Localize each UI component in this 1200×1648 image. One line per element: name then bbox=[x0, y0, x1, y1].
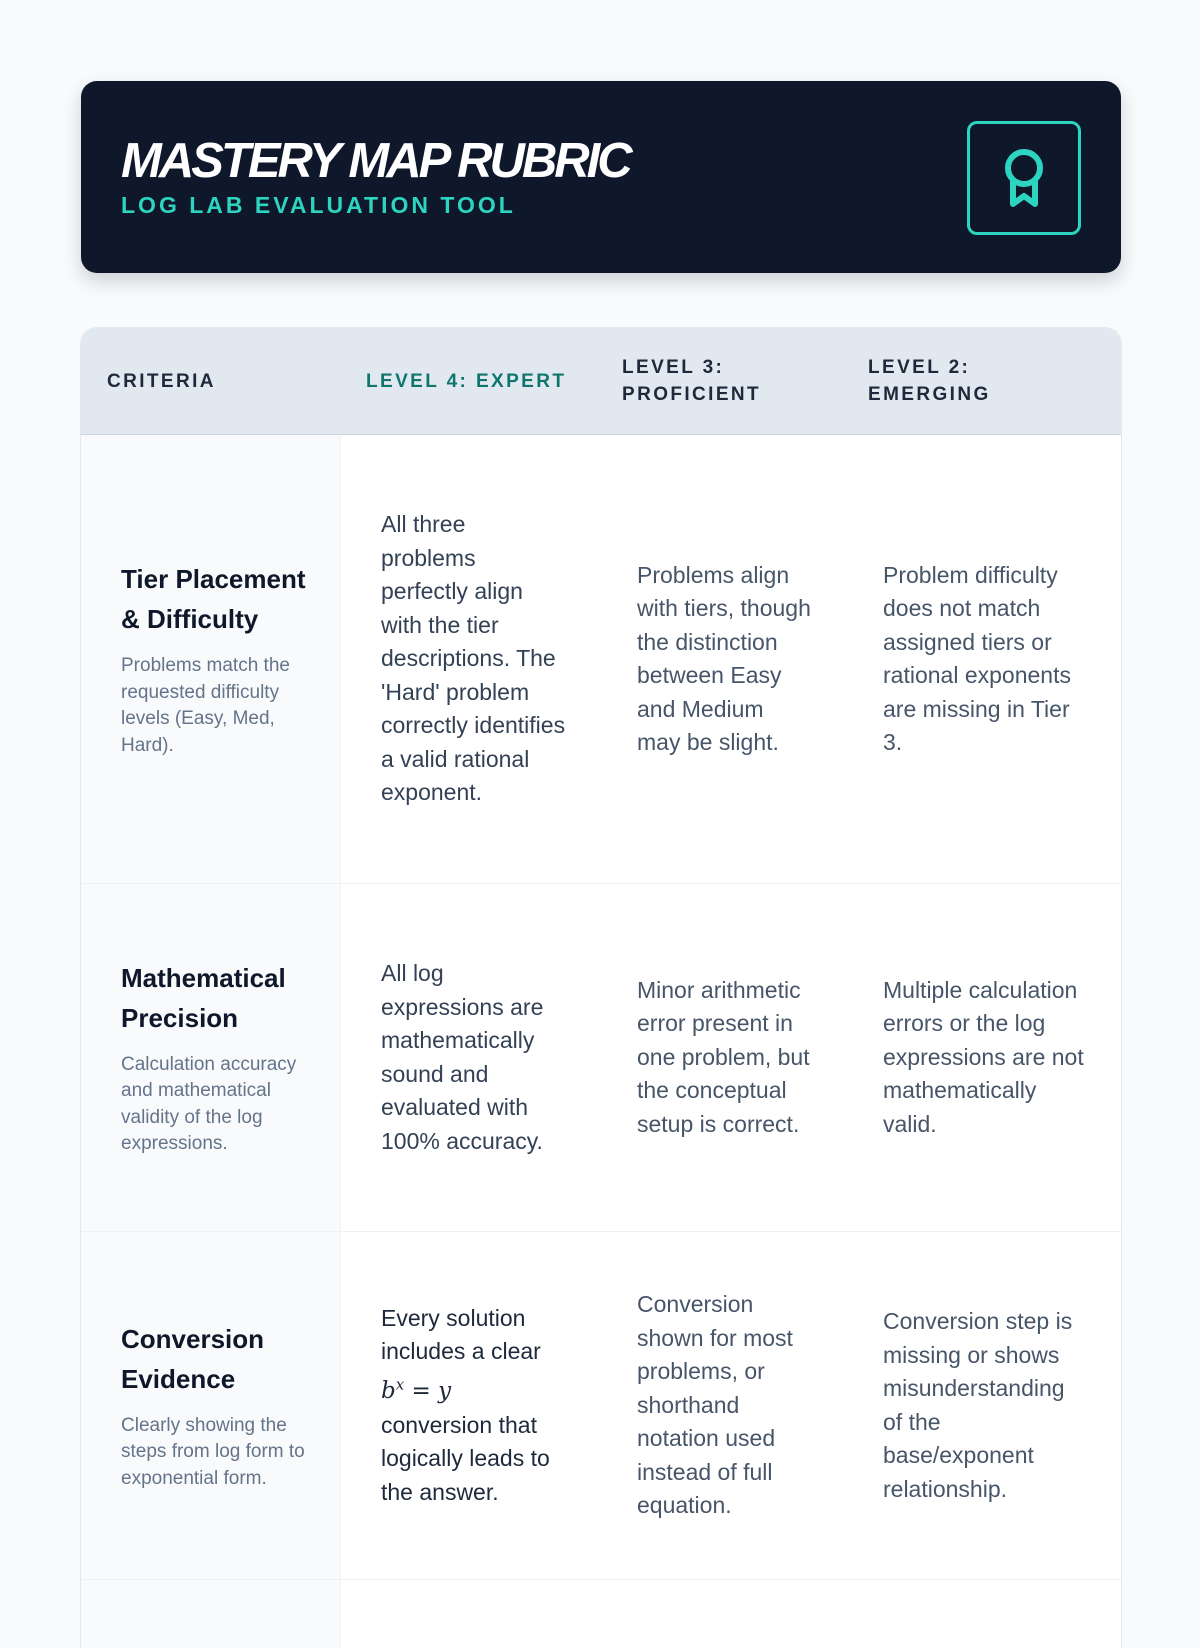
conversion-formula: $b^x = y$ bbox=[381, 1375, 452, 1405]
expert-description: All log expressions are mathematically sound and evaluated with 100% accuracy. bbox=[381, 960, 544, 1154]
proficient-cell bbox=[637, 1232, 812, 1579]
rubric-header bbox=[81, 81, 1121, 273]
criterion-name: Tier Placement & Difficulty bbox=[121, 564, 306, 634]
emerging-description: Conversion step is missing or shows misunderstanding of the base/exponent relationship. bbox=[883, 1308, 1073, 1502]
proficient-cell bbox=[637, 884, 812, 1231]
expert-text-before: Every solution includes a clear bbox=[381, 1304, 541, 1365]
emerging-cell bbox=[883, 435, 1088, 883]
award-ribbon-icon bbox=[997, 146, 1051, 210]
criterion-description: Problems match the requested difficulty levels (Easy, Med, Hard). bbox=[121, 655, 290, 756]
expert-cell bbox=[381, 1232, 566, 1579]
proficient-description: Problems align with tiers, though the distinction between Easy and Medium may be slight. bbox=[637, 561, 811, 755]
rubric-table bbox=[81, 328, 1121, 1648]
proficient-description: Conversion shown for most problems, or shorthand notation used instead of full equation. bbox=[637, 1291, 793, 1519]
proficient-description: Minor arithmetic error present in one problem, but the conceptual setup is correct. bbox=[637, 976, 810, 1137]
column-header-level-4-expert: LEVEL 4: EXPERT bbox=[366, 370, 567, 392]
criterion-name: Conversion Evidence bbox=[121, 1323, 265, 1394]
expert-text-after: conversion that logically leads to the answer. bbox=[381, 1411, 550, 1505]
emerging-cell bbox=[883, 1232, 1088, 1579]
table-row bbox=[121, 435, 340, 883]
criterion-cell bbox=[121, 1319, 311, 1493]
table-row bbox=[121, 1232, 340, 1579]
column-header-level-3-proficient: LEVEL 3: PROFICIENT bbox=[622, 357, 762, 405]
emerging-cell bbox=[883, 884, 1088, 1231]
page-subtitle: LOG LAB EVALUATION TOOL bbox=[121, 192, 516, 218]
criterion-cell bbox=[121, 559, 311, 759]
criterion-description: Calculation accuracy and mathematical validity of the log expressions. bbox=[121, 1053, 297, 1154]
expert-description bbox=[381, 1302, 566, 1510]
row-divider bbox=[81, 1579, 1121, 1580]
award-badge bbox=[967, 121, 1081, 235]
proficient-cell bbox=[637, 435, 812, 883]
criterion-name: Mathematical Precision bbox=[121, 962, 286, 1033]
expert-cell bbox=[381, 435, 566, 883]
page-title: MASTERY MAP RUBRIC bbox=[121, 134, 630, 188]
emerging-description: Problem difficulty does not match assigned tiers or rational exponents are missing in Tier 3. bbox=[883, 561, 1071, 755]
table-row bbox=[121, 884, 340, 1231]
criterion-cell bbox=[121, 958, 311, 1158]
column-header-criteria: CRITERIA bbox=[107, 370, 216, 392]
expert-cell bbox=[381, 884, 566, 1231]
expert-description: All three problems perfectly align with the tier descriptions. The 'Hard' problem correctly identifies a valid rational exponent. bbox=[381, 511, 566, 806]
column-header-level-2-emerging: LEVEL 2: EMERGING bbox=[868, 357, 991, 405]
criterion-description: Clearly showing the steps from log form to exponential form. bbox=[121, 1414, 305, 1489]
emerging-description: Multiple calculation errors or the log expressions are not mathematically valid. bbox=[883, 976, 1084, 1137]
table-header-row bbox=[81, 328, 1121, 435]
